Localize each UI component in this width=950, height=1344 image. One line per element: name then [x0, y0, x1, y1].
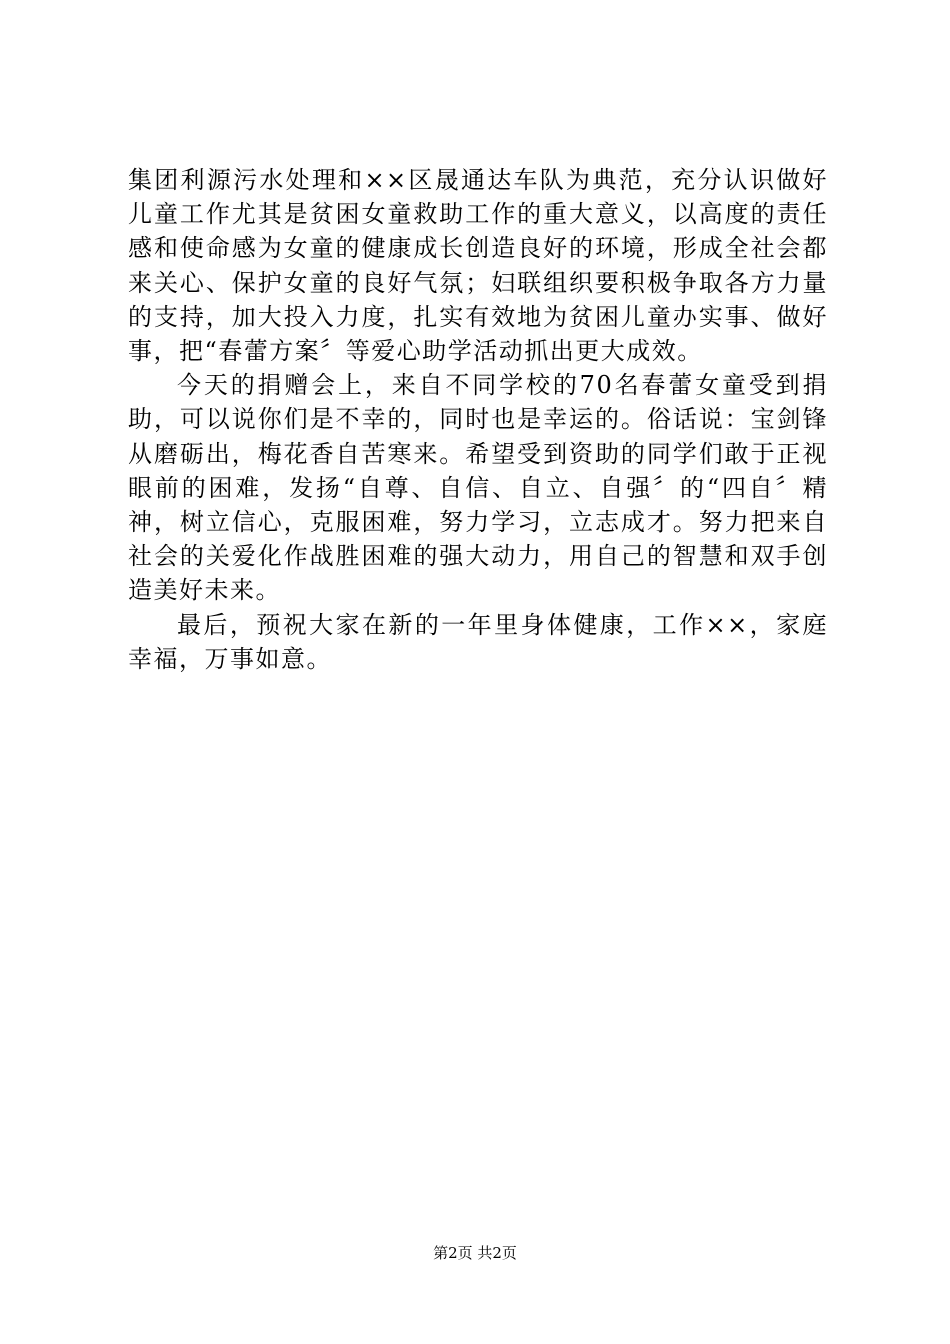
- paragraph-1: 集团利源污水处理和××区晟通达车队为典范，充分认识做好儿童工作尤其是贫困女童救助工作的重大意义，以高度的责任感和使命感为女童的健康成长创造良好的环境，形成全社会都来关心、保护女童的良好气氛；妇联组织要积极争取各方力量的支持，加大投入力度，扎实有效地为贫困儿童办实事、做好事，把“春蕾方案〞等爱心助学活动抓出更大成效。: [128, 166, 828, 366]
- paragraph-2: 今天的捐赠会上，来自不同学校的70名春蕾女童受到捐助，可以说你们是不幸的，同时也是幸运的。俗话说：宝剑锋从磨砺出，梅花香自苦寒来。希望受到资助的同学们敢于正视眼前的困难，发扬“自尊、自信、自立、自强〞的“四自〞精神，树立信心，克服困难，努力学习，立志成才。努力把来自社会的关爱化作战胜困难的强大动力，用自己的智慧和双手创造美好未来。: [128, 371, 828, 605]
- document-body: [128, 163, 828, 676]
- paragraph-3: 最后，预祝大家在新的一年里身体健康，工作××，家庭幸福，万事如意。: [128, 610, 828, 673]
- page-footer: 第2页 共2页: [433, 1244, 517, 1262]
